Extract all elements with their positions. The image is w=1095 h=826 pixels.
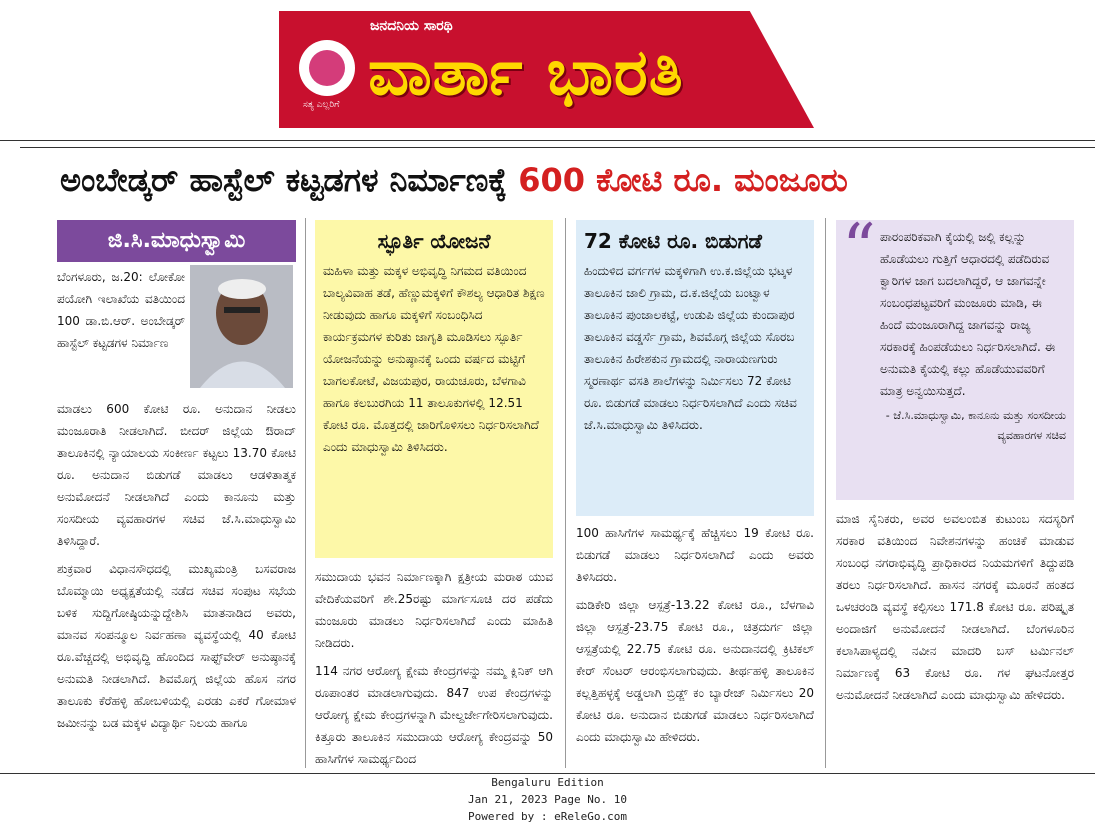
- footer-rule: [0, 773, 1095, 774]
- quote-text: ಪಾರಂಪರಿಕವಾಗಿ ಕೈಯಲ್ಲಿ ಜಲ್ಲಿ ಕಲ್ಲನ್ನು ಹೊಡೆಯಲು ಗುತ್ತಿಗೆ ಆಧಾರದಲ್ಲಿ ಪಡೆದಿರುವ ಕ್ವಾರಿಗಳ ಜಾಗ ಬದಲಾಗಿದ್ದರೆ, ಆ ಜಾಗವನ್ನೇ ಸಂಬಂಧಪಟ್ಟವರಿಗೆ ಮಂಜೂರು ಮಾಡಿ, ಈ ಹಿಂದೆ ಮಂಜೂರಾಗಿದ್ದ ಜಾಗವನ್ನು ರಾಜ್ಯ ಸರಕಾರಕ್ಕೆ ಹಿಂಪಡೆಯಲು ನಿರ್ಧರಿಸಲಾಗಿದೆ. ಈ ಅನುಮತಿ ಕೈಯಲ್ಲಿ ಕಲ್ಲು ಹೊಡೆಯುವವರಿಗೆ ಮಾತ್ರ ಅನ್ವಯಿಸುತ್ತದೆ.: [880, 230, 1055, 398]
- minister-photo: [190, 265, 293, 388]
- byline: ಜಿ.ಸಿ.ಮಾಧುಸ್ವಾಮಿ: [57, 220, 296, 262]
- column1-paragraph: ಶುಕ್ರವಾರ ವಿಧಾನಸೌಧದಲ್ಲಿ ಮುಖ್ಯಮಂತ್ರಿ ಬಸವರಾಜ ಬೊಮ್ಮಾಯಿ ಅಧ್ಯಕ್ಷತೆಯಲ್ಲಿ ನಡೆದ ಸಚಿವ ಸಂಪುಟ ಸಭೆಯ ಬಳಿಕ ಸುದ್ದಿಗೋಷ್ಠಿಯನ್ನುದ್ದೇಶಿಸಿ ಮಾತನಾಡಿದ ಅವರು, ಮಾನವ ಸಂಪನ್ಮೂಲ ನಿರ್ವಹಣಾ ವ್ಯವಸ್ಥೆಯಲ್ಲಿ 40 ಕೋಟಿ ರೂ.ವೆಚ್ಚದಲ್ಲಿ ಅಭಿವೃದ್ಧಿ ಹೊಂದಿದ ಸಾಫ್ಟ್‌ವೇರ್ ಅನುಷ್ಠಾನಕ್ಕೆ ಅನುಮತಿ ನೀಡಲಾಗಿದೆ. ಶಿವಮೊಗ್ಗ ಜಿಲ್ಲೆಯ ಹೊಸ ನಗರ ತಾಲೂಕು ಕೆರೆಹಳ್ಳಿ ಹೋಬಳಿಯಲ್ಲಿ ಎರಡು ಎಕರೆ ಗೋಮಾಳ ಜಮೀನನ್ನು ಬಡ ಮಕ್ಕಳ ವಿದ್ಯಾರ್ಥಿ ನಿಲಯ ಹಾಗೂ: [57, 562, 296, 730]
- column3-paragraph: 100 ಹಾಸಿಗೆಗಳ ಸಾಮರ್ಥ್ಯಕ್ಕೆ ಹೆಚ್ಚಿಸಲು 19 ಕೋಟಿ ರೂ. ಬಿಡುಗಡೆ ಮಾಡಲು ನಿರ್ಧರಿಸಲಾಗಿದೆ ಎಂದು ಅವರು ತಿಳಿಸಿದರು.: [576, 526, 814, 584]
- footer-edition: Bengaluru Edition: [491, 776, 604, 789]
- column2-body: [315, 566, 553, 776]
- quote-box: [836, 210, 1074, 500]
- column4-paragraph: ಮಾಜಿ ಸೈನಿಕರು, ಅವರ ಅವಲಂಬಿತ ಕುಟುಂಬ ಸದಸ್ಯರಿಗೆ ಸರಕಾರ ವತಿಯಿಂದ ನಿವೇಶನಗಳನ್ನು ಹಂಚಿಕೆ ಮಾಡುವ ಸಂಬಂಧ ನಗರಾಭಿವೃದ್ಧಿ ಪ್ರಾಧಿಕಾರದ ನಿಯಮಗಳಿಗೆ ತಿದ್ದುಪಡಿ ತರಲು ನಿರ್ಧರಿಸಲಾಗಿದೆ. ಹಾಸನ ನಗರಕ್ಕೆ ಮೂರನೆ ಹಂತದ ಒಳಚರಂಡಿ ವ್ಯವಸ್ಥೆ ಕಲ್ಪಿಸಲು 171.8 ಕೋಟಿ ರೂ. ಪರಿಷ್ಕೃತ ಅಂದಾಜಿಗೆ ಅನುಮೋದನೆ ನೀಡಲಾಗಿದೆ. ಬೆಂಗಳೂರಿನ ಕಲಾಸಿಪಾಳ್ಯದಲ್ಲಿ ನವೀನ ಮಾದರಿ ಬಸ್ ಟರ್ಮಿನಲ್ ನಿರ್ಮಾಣಕ್ಕೆ 63 ಕೋಟಿ ರೂ. ಗಳ ಘಟನೋತ್ತರ ಅನುಮೋದನೆ ನೀಡಲಾಗಿದೆ ಎಂದು ಮಾಧುಸ್ವಾಮಿ ಹೇಳಿದರು.: [836, 512, 1074, 702]
- portrait-icon: [190, 265, 293, 388]
- globe-logo-inner: [309, 50, 345, 86]
- page-headline: [60, 158, 848, 202]
- column1-body: [57, 398, 296, 740]
- logo-caption: ಸತ್ಯ ಎಲ್ಲರಿಗೆ: [303, 100, 340, 110]
- column-divider: [825, 218, 826, 768]
- masthead-title: ವಾರ್ತಾ ಭಾರತಿ: [368, 36, 684, 110]
- release-box: [576, 220, 814, 516]
- column3-paragraph: ಮಡಿಕೇರಿ ಜಿಲ್ಲಾ ಆಸ್ಪತ್ರೆ-13.22 ಕೋಟಿ ರೂ., ಬೆಳಗಾವಿ ಜಿಲ್ಲಾ ಆಸ್ಪತ್ರೆ-23.75 ಕೋಟಿ ರೂ., ಚಿತ್ರದುರ್ಗ ಜಿಲ್ಲಾ ಆಸ್ಪತ್ರೆಯಲ್ಲಿ 22.75 ಕೋಟಿ ರೂ. ಅನುದಾನದಲ್ಲಿ ಕ್ರಿಟಿಕಲ್ ಕೇರ್ ಸೆಂಟರ್ ಆರಂಭಿಸಲಾಗುವುದು. ತೀರ್ಥಹಳ್ಳಿ ತಾಲೂಕಿನ ಕಲ್ಲತ್ತಿಹಳ್ಳಕ್ಕೆ ಅಡ್ಡಲಾಗಿ ಬ್ರಿಡ್ಜ್ ಕಂ ಬ್ಯಾರೇಜ್ ನಿರ್ಮಿಸಲು 20 ಕೋಟಿ ರೂ. ಅನುದಾನ ಬಿಡುಗಡೆ ಮಾಡಲು ನಿರ್ಧರಿಸಲಾಗಿದೆ ಎಂದು ಮಾಧುಸ್ವಾಮಿ ಹೇಳಿದರು.: [576, 598, 814, 744]
- box-title: 72 ಕೋಟಿ ರೂ. ಬಿಡುಗಡೆ: [584, 229, 762, 253]
- quote-mark-icon: “: [842, 210, 876, 287]
- column1-lead: ಬೆಂಗಳೂರು, ಜ.20: ಲೋಕೋ ಪಯೋಗಿ ಇಲಾಖೆಯ ವತಿಯಿಂದ 100 ಡಾ.ಬಿ.ಆರ್. ಅಂಬೇಡ್ಕರ್ ಹಾಸ್ಟೆಲ್ ಕಟ್ಟಡಗಳ ನಿರ್ಮಾಣ: [57, 270, 185, 350]
- masthead-rule-top: [0, 140, 1095, 141]
- box-text: ಮಹಿಳಾ ಮತ್ತು ಮಕ್ಕಳ ಅಭಿವೃದ್ಧಿ ನಿಗಮದ ವತಿಯಿಂದ ಬಾಲ್ಯವಿವಾಹ ತಡೆ, ಹೆಣ್ಣುಮಕ್ಕಳಿಗೆ ಕೌಶಲ್ಯ ಆಧಾರಿತ ಶಿಕ್ಷಣ ನೀಡುವುದು ಹಾಗೂ ಮಕ್ಕಳಿಗೆ ಸಂಬಂಧಿಸಿದ ಕಾರ್ಯಕ್ರಮಗಳ ಕುರಿತು ಜಾಗೃತಿ ಮೂಡಿಸಲು ಸ್ಫೂರ್ತಿ ಯೋಜನೆಯನ್ನು ಅನುಷ್ಠಾನಕ್ಕೆ ಒಂದು ವರ್ಷದ ಮಟ್ಟಿಗೆ ಬಾಗಲಕೋಟೆ, ವಿಜಯಪುರ, ರಾಯಚೂರು, ಬೆಳಗಾವಿ ಹಾಗೂ ಕಲಬುರಗಿಯ 11 ತಾಲೂಕುಗಳಲ್ಲಿ 12.51 ಕೋಟಿ ರೂ. ಮೊತ್ತದಲ್ಲಿ ಜಾರಿಗೊಳಿಸಲು ನಿರ್ಧರಿಸಲಾಗಿದೆ ಎಂದು ಮಾಧುಸ್ವಾಮಿ ತಿಳಿಸಿದರು.: [323, 264, 545, 454]
- column3-body: [576, 522, 814, 754]
- column4-body: [836, 508, 1074, 712]
- column-divider: [305, 218, 306, 768]
- sphoorthi-box: [315, 220, 553, 558]
- masthead-tagline: ಜನದನಿಯ ಸಾರಥಿ: [370, 18, 453, 34]
- column2-paragraph: 114 ನಗರ ಆರೋಗ್ಯ ಕ್ಷೇಮ ಕೇಂದ್ರಗಳನ್ನು ನಮ್ಮ ಕ್ಲಿನಿಕ್ ಆಗಿ ರೂಪಾಂತರ ಮಾಡಲಾಗುವುದು. 847 ಉಪ ಕೇಂದ್ರಗಳನ್ನು ಆರೋಗ್ಯ ಕ್ಷೇಮ ಕೇಂದ್ರಗಳನ್ನಾಗಿ ಮೇಲ್ದರ್ಜೇಗೇರಿಸಲಾಗುವುದು. ಕಿತ್ತೂರು ತಾಲೂಕಿನ ಸಮುದಾಯ ಆರೋಗ್ಯ ಕೇಂದ್ರವನ್ನು 50 ಹಾಸಿಗೆಗಳ ಸಾಮರ್ಥ್ಯದಿಂದ: [315, 664, 553, 766]
- box-text: ಹಿಂದುಳಿದ ವರ್ಗಗಳ ಮಕ್ಕಳಿಗಾಗಿ ಉ.ಕ.ಜಿಲ್ಲೆಯ ಭಟ್ಕಳ ತಾಲೂಕಿನ ಜಾಲಿ ಗ್ರಾಮ, ದ.ಕ.ಜಿಲ್ಲೆಯ ಬಂಟ್ವಾಳ ತಾಲೂಕಿನ ಪುಂಜಾಲಕಟ್ಟೆ, ಉಡುಪಿ ಜಿಲ್ಲೆಯ ಕುಂದಾಪುರ ತಾಲೂಕಿನ ವಡ್ಡರ್ಸೆ ಗ್ರಾಮ, ಶಿವಮೊಗ್ಗ ಜಿಲ್ಲೆಯ ಸೊರಬ ತಾಲೂಕಿನ ಹಿರೇಶಕುನ ಗ್ರಾಮದಲ್ಲಿ ನಾರಾಯಣಗುರು ಸ್ಮರಣಾರ್ಥ ವಸತಿ ಶಾಲೆಗಳನ್ನು ನಿರ್ಮಿಸಲು 72 ಕೋಟಿ ರೂ. ಬಿಡುಗಡೆ ಮಾಡಲು ನಿರ್ಧರಿಸಲಾಗಿದೆ ಎಂದು ಸಚಿವ ಜೆ.ಸಿ.ಮಾಧುಸ್ವಾಮಿ ತಿಳಿಸಿದರು.: [584, 264, 797, 432]
- column2-paragraph: ಸಮುದಾಯ ಭವನ ನಿರ್ಮಾಣಕ್ಕಾಗಿ ಕ್ಷತ್ರೀಯ ಮರಾಠ ಯುವ ವೇದಿಕೆಯವರಿಗೆ ಶೇ.25ರಷ್ಟು ಮಾರ್ಗಸೂಚಿ ದರ ಪಡೆದು ಮಂಜೂರು ಮಾಡಲು ನಿರ್ಧರಿಸಲಾಗಿದೆ ಎಂದು ಮಾಹಿತಿ ನೀಡಿದರು.: [315, 570, 553, 650]
- masthead-rule-bottom: [20, 147, 1095, 148]
- quote-attribution: - ಜೆ.ಸಿ.ಮಾಧುಸ್ವಾಮಿ, ಕಾನೂನು ಮತ್ತು ಸಂಸದೀಯ ವ್ಯವಹಾರಗಳ ಸಚಿವ: [885, 409, 1066, 442]
- headline-highlight: 600 ಕೋಟಿ ರೂ. ಮಂಜೂರು: [518, 161, 848, 199]
- footer-powered-by: Powered by : eReleGo.com: [468, 810, 627, 823]
- column-divider: [565, 218, 566, 768]
- footer-date-page: Jan 21, 2023 Page No. 10: [468, 793, 627, 806]
- headline-main: ಅಂಬೇಡ್ಕರ್ ಹಾಸ್ಟೆಲ್ ಕಟ್ಟಡಗಳ ನಿರ್ಮಾಣಕ್ಕೆ: [60, 161, 508, 199]
- box-title: ಸ್ಫೂರ್ತಿ ಯೋಜನೆ: [377, 229, 491, 253]
- column1-paragraph: ಮಾಡಲು 600 ಕೋಟಿ ರೂ. ಅನುದಾನ ನೀಡಲು ಮಂಜೂರಾತಿ ನೀಡಲಾಗಿದೆ. ಬೀದರ್ ಜಿಲ್ಲೆಯ ಔರಾದ್ ತಾಲೂಕಿನಲ್ಲಿ ನ್ಯಾಯಾಲಯ ಸಂಕೀರ್ಣ ಕಟ್ಟಲು 13.70 ಕೋಟಿ ರೂ. ಅನುದಾನ ಬಿಡುಗಡೆ ಮಾಡಲು ಆಡಳಿತಾತ್ಮಕ ಅನುಮೋದನೆ ನೀಡಲಾಗಿದೆ ಎಂದು ಕಾನೂನು ಮತ್ತು ಸಂಸದೀಯ ವ್ಯವಹಾರಗಳ ಸಚಿವ ಜೆ.ಸಿ.ಮಾಧುಸ್ವಾಮಿ ತಿಳಿಸಿದ್ದಾರೆ.: [57, 402, 296, 548]
